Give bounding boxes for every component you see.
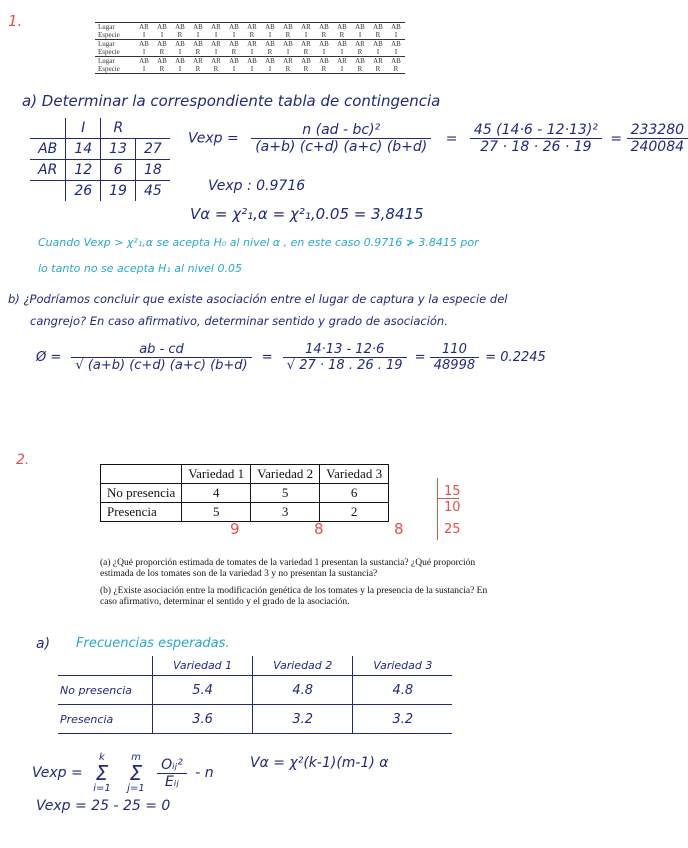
- grid-cell: AR: [297, 40, 315, 49]
- red-divider: [437, 498, 459, 499]
- row-total-1: 15: [444, 484, 461, 499]
- grid-cell: AR: [333, 57, 351, 66]
- col-total-3: 8: [394, 520, 404, 538]
- vexp-sum: Vexp = k Σ i=1 m Σ j=1 $\frac{\text{Oᵢⱼ²}}{\text{Eᵢⱼ}}$ - n: [32, 752, 214, 794]
- problem-2-number: 2.: [16, 452, 30, 468]
- grid-cell: I: [160, 31, 164, 39]
- grid-cell: I: [214, 48, 218, 56]
- grid-cell: AB: [351, 57, 369, 66]
- grid-row-label: Lugar: [95, 23, 135, 32]
- grid-cell: AB: [225, 57, 243, 66]
- contingency-cell: 27: [135, 139, 169, 160]
- contingency-total: 26: [66, 181, 101, 202]
- grid-cell: AB: [369, 40, 387, 49]
- presence-cell: 3: [251, 503, 320, 522]
- grid-cell: AB: [153, 40, 171, 49]
- grid-cell: R: [189, 65, 207, 74]
- grid-cell: I: [322, 48, 326, 56]
- grid-cell: AB: [243, 57, 261, 66]
- expected-cell: 3.6: [153, 705, 253, 734]
- problem-1-number: 1.: [8, 12, 23, 30]
- grid-cell: R: [297, 65, 315, 74]
- grid-cell: R: [177, 31, 183, 39]
- valpha-p2: Vα = χ²(k-1)(m-1) α: [250, 755, 389, 771]
- grid-cell: AR: [207, 23, 225, 32]
- grid-cell: AB: [153, 57, 171, 66]
- part-b-line-2: cangrejo? En caso afirmativo, determinar sentido y grado de asociación.: [30, 314, 448, 328]
- part-a-title: a) Determinar la correspondiente tabla de contingencia: [22, 92, 441, 110]
- grid-cell: AB: [171, 40, 189, 49]
- expected-header: [58, 656, 153, 676]
- contingency-table: [30, 118, 170, 201]
- grid-cell: R: [159, 48, 165, 56]
- col-total-1: 9: [230, 520, 240, 538]
- grid-cell: R: [357, 48, 363, 56]
- grid-cell: AB: [351, 23, 369, 32]
- grid-cell: AB: [387, 40, 405, 49]
- grid-cell: I: [304, 31, 308, 39]
- contingency-header: [135, 118, 169, 139]
- contingency-cell: 13: [101, 139, 136, 160]
- grid-cell: I: [214, 31, 218, 39]
- expected-title: Frecuencias esperadas.: [76, 636, 230, 651]
- grid-cell: AB: [279, 40, 297, 49]
- grid-cell: AB: [171, 23, 189, 32]
- grid-cell: AR: [243, 40, 261, 49]
- contingency-cell: AR: [30, 160, 66, 181]
- grid-cell: AR: [135, 23, 153, 32]
- grid-cell: I: [196, 31, 200, 39]
- grid-cell: AB: [225, 23, 243, 32]
- expected-cell: No presencia: [58, 676, 153, 705]
- grid-row: [95, 48, 405, 57]
- contingency-cell: AB: [30, 139, 66, 160]
- grid-cell: AR: [243, 23, 261, 32]
- presence-table: [100, 464, 389, 522]
- grid-cell: R: [231, 48, 237, 56]
- grid-cell: R: [375, 31, 381, 39]
- grid-cell: I: [250, 48, 254, 56]
- conclusion-line-1: Cuando Vexp > χ²₁,α se acepta H₀ al nivel α , en este caso 0.9716 ≯ 3.8415 por: [38, 236, 479, 249]
- grid-cell: I: [394, 48, 398, 56]
- presence-cell: 5: [251, 484, 320, 503]
- red-vertical: [437, 478, 438, 540]
- grid-cell: AB: [135, 40, 153, 49]
- conclusion-line-2: lo tanto no se acepta H₁ al nivel 0.05: [38, 262, 242, 275]
- grand-total: 25: [444, 522, 461, 537]
- grid-row-label: Especie: [98, 31, 120, 39]
- grid-cell: R: [195, 48, 201, 56]
- grid-cell: AB: [225, 40, 243, 49]
- grid-cell: AB: [189, 23, 207, 32]
- question-b: (b) ¿Existe asociación entre la modificación genética de los tomates y la presencia de la sustancia? En caso afirmativo, determinar el sentido y el grado de la asociación.: [100, 586, 488, 607]
- grid-cell: AB: [333, 23, 351, 32]
- grid-cell: I: [261, 65, 279, 74]
- presence-cell: 6: [320, 484, 389, 503]
- grid-cell: I: [232, 31, 236, 39]
- contingency-total: 45: [135, 181, 169, 202]
- grid-cell: I: [340, 48, 344, 56]
- grid-cell: AR: [297, 23, 315, 32]
- grid-cell: AB: [279, 23, 297, 32]
- grid-cell: AB: [387, 23, 405, 32]
- grid-cell: R: [387, 65, 405, 74]
- expected-cell: Presencia: [58, 705, 153, 734]
- presence-cell: 2: [320, 503, 389, 522]
- phi-formula: Ø = $\frac{ab - cd}{√ (a+b) (c+d) (a+c) (b+d)}$ = $\frac{14\cdot 13 - 12\cdot 6}{√ 27 \cdot 18 . 26 . 19}$ = $\frac{110}{48998}$ = 0.2245: [36, 342, 546, 373]
- grid-cell: R: [207, 65, 225, 74]
- contingency-total: [30, 181, 66, 202]
- grid-cell: I: [171, 65, 189, 74]
- contingency-total: 19: [101, 181, 136, 202]
- grid-cell: AB: [189, 40, 207, 49]
- data-grid: [95, 22, 405, 74]
- expected-cell: 4.8: [253, 676, 353, 705]
- presence-cell: 4: [182, 484, 251, 503]
- expected-cell: 3.2: [253, 705, 353, 734]
- grid-cell: AB: [315, 23, 333, 32]
- expected-header: Variedad 3: [353, 656, 453, 676]
- grid-cell: R: [303, 48, 309, 56]
- vexp-result-2: Vexp = 25 - 25 = 0: [36, 798, 171, 814]
- grid-cell: I: [178, 48, 182, 56]
- grid-cell: AR: [279, 57, 297, 66]
- expected-table: [58, 656, 452, 734]
- grid-row-label: Lugar: [95, 40, 135, 49]
- grid-row-label: Lugar: [95, 57, 135, 66]
- grid-cell: AB: [261, 40, 279, 49]
- grid-cell: AB: [135, 57, 153, 66]
- grid-cell: R: [351, 65, 369, 74]
- col-total-2: 8: [314, 520, 324, 538]
- grid-cell: I: [333, 65, 351, 74]
- grid-cell: I: [135, 65, 153, 74]
- grid-row: [95, 31, 405, 40]
- grid-cell: R: [285, 31, 291, 39]
- grid-cell: AB: [153, 23, 171, 32]
- presence-cell: Presencia: [101, 503, 182, 522]
- grid-cell: AB: [369, 23, 387, 32]
- grid-cell: I: [225, 65, 243, 74]
- valpha-p1: Vα = χ²₁,α = χ²₁,0.05 = 3,8415: [190, 205, 424, 223]
- contingency-header: R: [101, 118, 136, 139]
- grid-row: [95, 40, 405, 49]
- grid-cell: I: [376, 48, 380, 56]
- grid-cell: AB: [171, 57, 189, 66]
- contingency-header: [30, 118, 66, 139]
- grid-cell: AB: [261, 23, 279, 32]
- grid-cell: I: [142, 48, 146, 56]
- contingency-cell: 18: [135, 160, 169, 181]
- grid-cell: R: [279, 65, 297, 74]
- grid-cell: R: [321, 31, 327, 39]
- grid-cell: AR: [207, 40, 225, 49]
- contingency-header: I: [66, 118, 101, 139]
- presence-header: [101, 465, 182, 484]
- contingency-cell: 6: [101, 160, 136, 181]
- grid-cell: AR: [369, 57, 387, 66]
- grid-cell: R: [153, 65, 171, 74]
- grid-cell: R: [339, 31, 345, 39]
- grid-cell: AB: [333, 40, 351, 49]
- grid-cell: AB: [315, 40, 333, 49]
- expected-cell: 4.8: [353, 676, 453, 705]
- grid-cell: AB: [261, 57, 279, 66]
- grid-cell: AR: [207, 57, 225, 66]
- grid-cell: AR: [351, 40, 369, 49]
- grid-cell: AB: [297, 57, 315, 66]
- presence-cell: No presencia: [101, 484, 182, 503]
- grid-cell: AB: [387, 57, 405, 66]
- presence-header: Variedad 1: [182, 465, 251, 484]
- grid-cell: I: [286, 48, 290, 56]
- grid-row-label: Especie: [95, 65, 135, 74]
- grid-row: [95, 65, 405, 74]
- grid-cell: R: [249, 31, 255, 39]
- presence-cell: 5: [182, 503, 251, 522]
- expected-cell: 3.2: [353, 705, 453, 734]
- grid-row: [95, 23, 405, 32]
- grid-cell: AB: [315, 57, 333, 66]
- contingency-cell: 12: [66, 160, 101, 181]
- grid-cell: R: [315, 65, 333, 74]
- part-a-label-2: a): [36, 636, 51, 652]
- row-total-2: 10: [444, 500, 461, 515]
- expected-header: Variedad 2: [253, 656, 353, 676]
- question-a: (a) ¿Qué proporción estimada de tomates de la variedad 1 presentan la sustancia? ¿Qué proporción estimada de los tomates son de la variedad 3 y no presentan la sustancia?: [100, 558, 476, 579]
- presence-header: Variedad 3: [320, 465, 389, 484]
- grid-row-label: Especie: [98, 48, 120, 56]
- vexp-formula: Vexp = $\frac{\text{n (ad - bc)²}}{(a+b) (c+d) (a+c) (b+d)}$ = $\frac{\text{45 (14·6 - 12·13)²}}{27 \cdot 18 \cdot 26 \cdot 19}$ = $\frac{233280}{240084}$: [188, 122, 688, 155]
- grid-cell: R: [369, 65, 387, 74]
- grid-cell: I: [243, 65, 261, 74]
- part-b-line-1: b) ¿Podríamos concluir que existe asociación entre el lugar de captura y la especie del: [8, 292, 508, 306]
- grid-cell: R: [267, 48, 273, 56]
- grid-cell: I: [358, 31, 362, 39]
- presence-header: Variedad 2: [251, 465, 320, 484]
- vexp-result: Vexp : 0.9716: [208, 178, 306, 194]
- grid-row: [95, 57, 405, 66]
- grid-cell: AR: [189, 57, 207, 66]
- grid-cell: I: [268, 31, 272, 39]
- expected-header: Variedad 1: [153, 656, 253, 676]
- grid-cell: I: [394, 31, 398, 39]
- expected-cell: 5.4: [153, 676, 253, 705]
- contingency-cell: 14: [66, 139, 101, 160]
- grid-cell: I: [142, 31, 146, 39]
